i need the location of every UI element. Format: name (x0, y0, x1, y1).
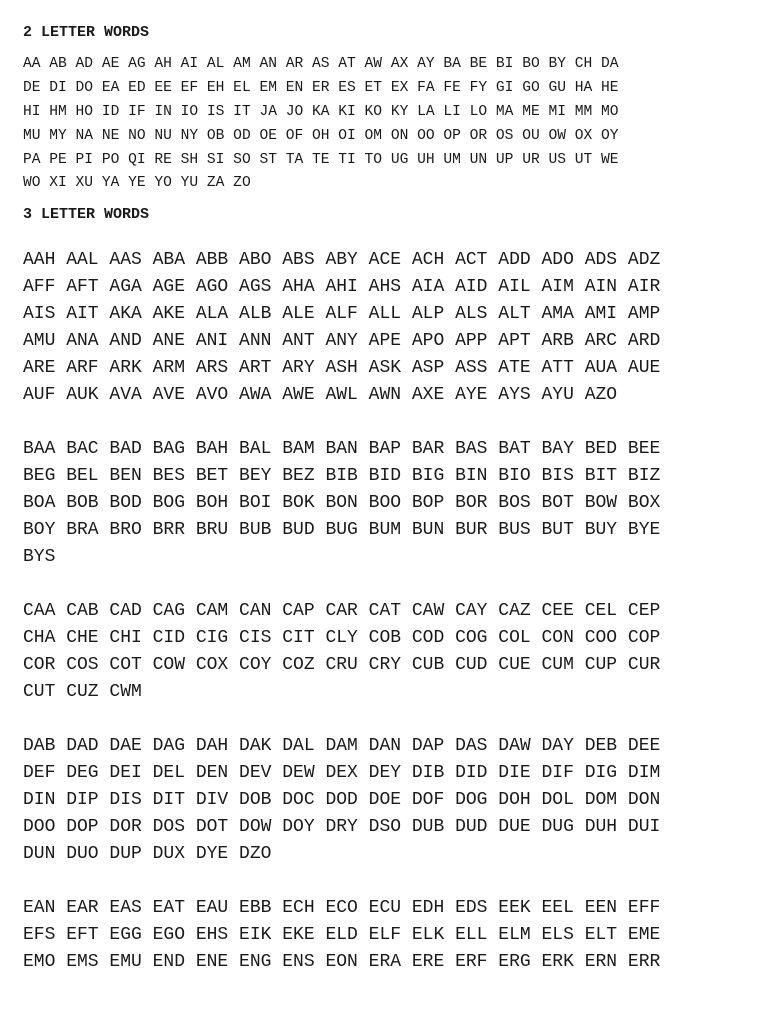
word-row: BOA BOB BOD BOG BOH BOI BOK BON BOO BOP BOR BOS BOT BOW BOX (23, 493, 661, 514)
word-row: AMU ANA AND ANE ANI ANN ANT ANY APE APO APP APT ARB ARC ARD (23, 331, 661, 352)
word-row: DEF DEG DEI DEL DEN DEV DEW DEX DEY DIB DID DIE DIF DIG DIM (23, 763, 661, 784)
word-row: AIS AIT AKA AKE ALA ALB ALE ALF ALL ALP ALS ALT AMA AMI AMP (23, 304, 661, 325)
word-row: DE DI DO EA ED EE EF EH EL EM EN ER ES ET EX FA FE FY GI GO GU HA HE (23, 79, 619, 96)
word-row: HI HM HO ID IF IN IO IS IT JA JO KA KI KO KY LA LI LO MA ME MI MM MO (23, 103, 619, 120)
word-row: COR COS COT COW COX COY COZ CRU CRY CUB CUD CUE CUM CUP CUR (23, 655, 661, 676)
word-group-d (23, 733, 768, 868)
word-row: CHA CHE CHI CID CIG CIS CIT CLY COB COD COG COL CON COO COP (23, 628, 661, 649)
word-row: EMO EMS EMU END ENE ENG ENS EON ERA ERE ERF ERG ERK ERN ERR (23, 952, 661, 973)
word-group-c (23, 598, 768, 706)
word-row: DIN DIP DIS DIT DIV DOB DOC DOD DOE DOF DOG DOH DOL DOM DON (23, 790, 661, 811)
word-row: EAN EAR EAS EAT EAU EBB ECH ECO ECU EDH EDS EEK EEL EEN EFF (23, 898, 661, 919)
word-group-b (23, 436, 768, 571)
word-row: CAA CAB CAD CAG CAM CAN CAP CAR CAT CAW CAY CAZ CEE CEL CEP (23, 601, 661, 622)
word-group-e (23, 895, 768, 976)
two-letter-words-list (23, 53, 768, 196)
word-group-a (23, 247, 768, 409)
word-row: AFF AFT AGA AGE AGO AGS AHA AHI AHS AIA AID AIL AIM AIN AIR (23, 277, 661, 298)
word-row: EFS EFT EGG EGO EHS EIK EKE ELD ELF ELK ELL ELM ELS ELT EME (23, 925, 661, 946)
word-row: AUF AUK AVA AVE AVO AWA AWE AWL AWN AXE AYE AYS AYU AZO (23, 385, 618, 406)
word-row: BEG BEL BEN BES BET BEY BEZ BIB BID BIG BIN BIO BIS BIT BIZ (23, 466, 661, 487)
word-row: AA AB AD AE AG AH AI AL AM AN AR AS AT AW AX AY BA BE BI BO BY CH DA (23, 56, 619, 72)
word-row: BAA BAC BAD BAG BAH BAL BAM BAN BAP BAR BAS BAT BAY BED BEE (23, 439, 661, 460)
word-row: AAH AAL AAS ABA ABB ABO ABS ABY ACE ACH ACT ADD ADO ADS ADZ (23, 250, 661, 271)
word-row: DUN DUO DUP DUX DYE DZO (23, 844, 272, 865)
word-row: BYS (23, 547, 56, 568)
word-row: PA PE PI PO QI RE SH SI SO ST TA TE TI TO UG UH UM UN UP UR US UT WE (23, 151, 619, 168)
word-row: BOY BRA BRO BRR BRU BUB BUD BUG BUM BUN BUR BUS BUT BUY BYE (23, 520, 661, 541)
word-row: CUT CUZ CWM (23, 682, 142, 703)
word-row: ARE ARF ARK ARM ARS ART ARY ASH ASK ASP ASS ATE ATT AUA AUE (23, 358, 661, 379)
three-letter-words-heading: 3 LETTER WORDS (23, 206, 150, 224)
two-letter-words-heading: 2 LETTER WORDS (23, 24, 150, 41)
word-row: DOO DOP DOR DOS DOT DOW DOY DRY DSO DUB DUD DUE DUG DUH DUI (23, 817, 661, 838)
word-row: DAB DAD DAE DAG DAH DAK DAL DAM DAN DAP DAS DAW DAY DEB DEE (23, 736, 661, 757)
word-row: WO XI XU YA YE YO YU ZA ZO (23, 175, 251, 192)
word-row: MU MY NA NE NO NU NY OB OD OE OF OH OI OM ON OO OP OR OS OU OW OX OY (23, 127, 619, 144)
